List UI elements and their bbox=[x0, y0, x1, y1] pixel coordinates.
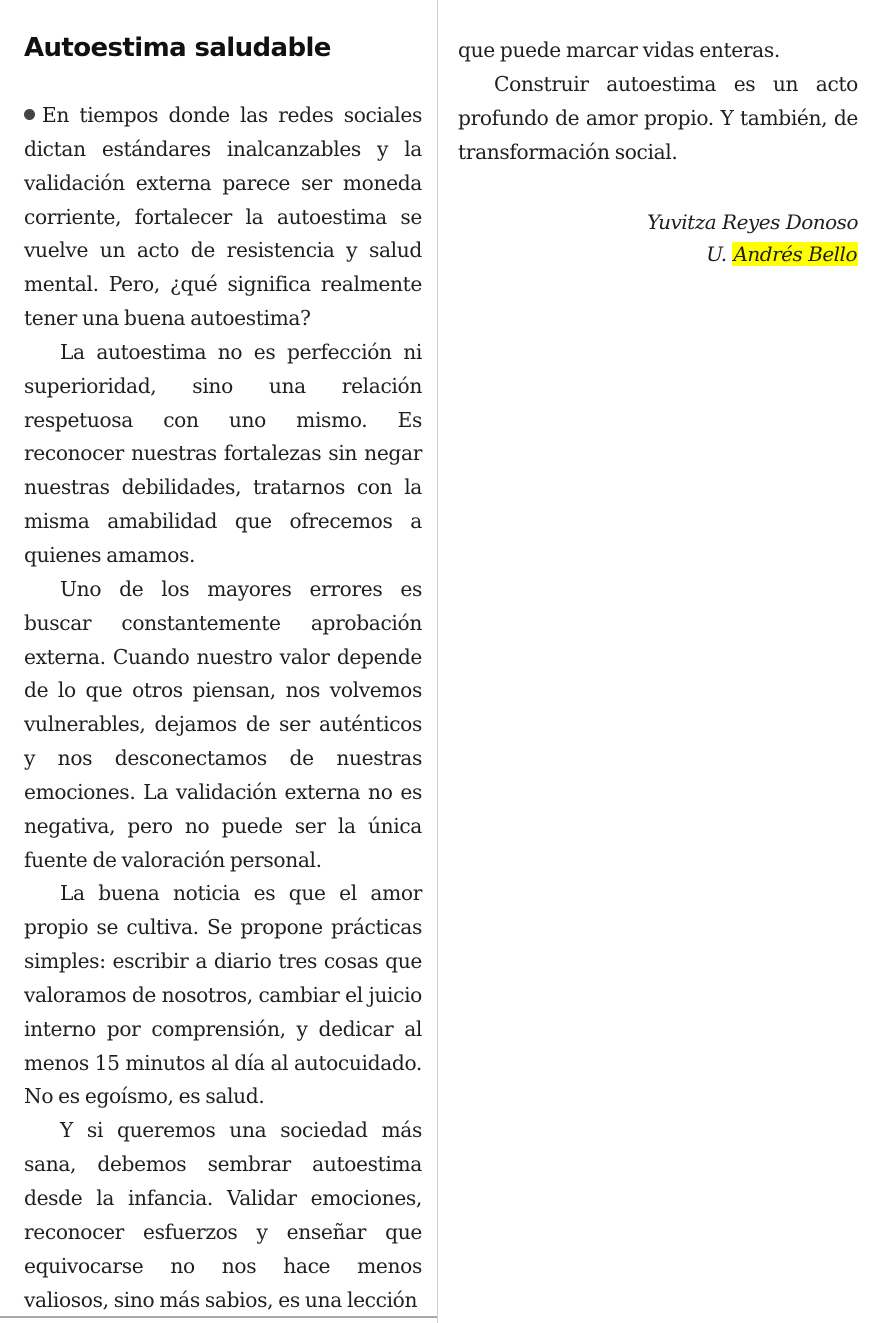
article-paragraph-continuation: que puede marcar vidas enteras. bbox=[458, 38, 780, 62]
article-paragraph-4: La buena noticia es que el amor propio se cultiva. Se propone prácticas simples: escribir a diario tres cosas que valoramos de nosotros, cambiar el juicio interno por comprensión, y dedicar al menos 15 minutos al día al autocuidado. No es egoísmo, es salud. bbox=[24, 881, 422, 1109]
right-column bbox=[458, 34, 858, 270]
left-column bbox=[24, 28, 422, 1317]
article-paragraph-closing: Construir autoestima es un acto profundo de amor propio. Y también, de transformación social. bbox=[458, 71, 858, 164]
article-paragraph-2: La autoestima no es perfección ni superioridad, sino una relación respetuosa con uno mismo. Es reconocer nuestras fortalezas sin negar nuestras debilidades, tratarnos con la misma amabilidad que ofrecemos a quienes amamos. bbox=[24, 339, 422, 567]
column-divider bbox=[437, 0, 438, 1323]
affiliation-highlight: Andrés Bello bbox=[733, 242, 857, 267]
article-headline: Autoestima saludable bbox=[24, 33, 331, 63]
article-paragraph-5: Y si queremos una sociedad más sana, debemos sembrar autoestima desde la infancia. Validar emociones, reconocer esfuerzos y enseñar que equivocarse no nos hace menos valiosos, sino más sabios, es una lección bbox=[24, 1118, 422, 1312]
paragraph-1-text: En tiempos donde las redes sociales dictan estándares inalcanzables y la validación externa parece ser moneda corriente, fortalecer la autoestima se vuelve un acto de resistencia y salud mental. Pero, ¿qué significa realmente tener una buena autoestima? bbox=[24, 103, 422, 331]
article-paragraph-3: Uno de los mayores errores es buscar constantemente aprobación externa. Cuando nuestro valor depende de lo que otros piensan, nos volvemos vulnerables, dejamos de ser auténticos y nos desconectamos de nuestras emociones. La validación externa no es negativa, pero no puede ser la única fuente de valoración personal. bbox=[24, 576, 422, 872]
article-paragraph-1 bbox=[24, 99, 422, 336]
author-affiliation bbox=[458, 238, 858, 270]
affiliation-prefix: U. bbox=[706, 242, 727, 267]
author-signature bbox=[458, 206, 858, 270]
bullet-icon bbox=[24, 109, 35, 120]
author-name: Yuvitza Reyes Donoso bbox=[647, 210, 858, 235]
